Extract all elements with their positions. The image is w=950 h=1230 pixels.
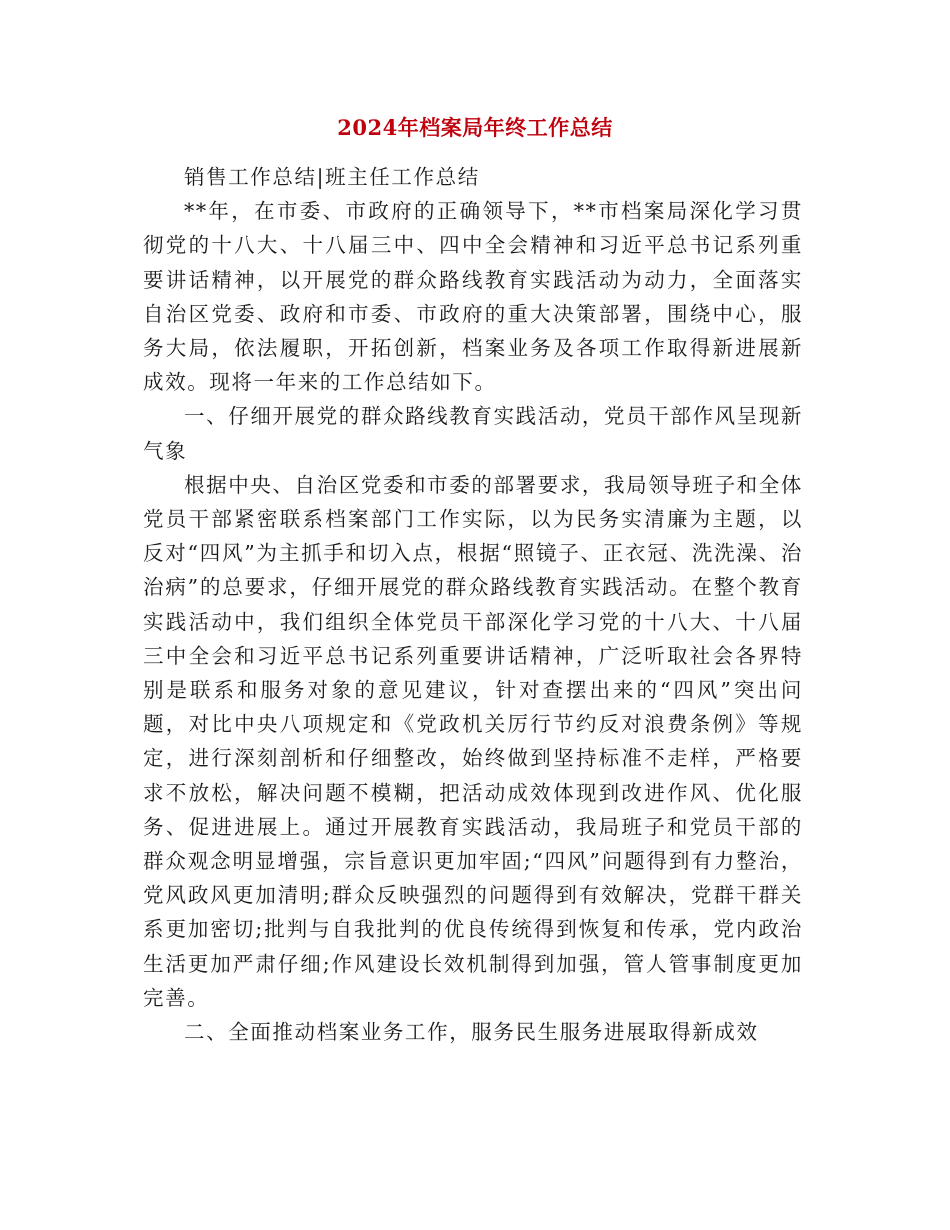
section-heading-two: 二、全面推动档案业务工作，服务民生服务进展取得新成效 <box>184 1020 759 1045</box>
paragraph-subtitle: 销售工作总结|班主任工作总结 <box>184 165 480 189</box>
paragraph-intro: **年，在市委、市政府的正确领导下，**市档案局深化学习贯彻党的十八大、十八届三中、四中全会精神和习近平总书记系列重要讲话精神，以开展党的群众路线教育实践活动为动力，全面落实自治区党委、政府和市委、市政府的重大决策部署，围绕中心，服务大局，依法履职，开拓创新，档案业务及各项工作取得新进展新成效。现将一年来的工作总结如下。 <box>143 199 803 395</box>
document-title: 2024年档案局年终工作总结 <box>337 115 613 140</box>
section-heading-one: 一、仔细开展党的群众路线教育实践活动，党员干部作风呈现新气象 <box>143 404 803 463</box>
paragraph-section-one: 根据中央、自治区党委和市委的部署要求，我局领导班子和全体党员干部紧密联系档案部门工作实际，以为民务实清廉为主题，以反对“四风”为主抓手和切入点，根据“照镜子、正衣冠、洗洗澡、治治病”的总要求，仔细开展党的群众路线教育实践活动。在整个教育实践活动中，我们组织全体党员干部深化学习党的十八大、十八届三中全会和习近平总书记系列重要讲话精神，广泛听取社会各界特别是联系和服务对象的意见建议，针对查摆出来的“四风”突出问题，对比中央八项规定和《党政机关厉行节约反对浪费条例》等规定，进行深刻剖析和仔细整改，始终做到坚持标准不走样，严格要求不放松，解决问题不模糊，把活动成效体现到改进作风、优化服务、促进进展上。通过开展教育实践活动，我局班子和党员干部的群众观念明显增强，宗旨意识更加牢固;“四风”问题得到有力整治，党风政风更加清明;群众反映强烈的问题得到有效解决，党群干群关系更加密切;批判与自我批判的优良传统得到恢复和传承，党内政治生活更加严肃仔细;作风建设长效机制得到加强，管人管事制度更加完善。 <box>143 472 803 1010</box>
document-body <box>143 160 803 1049</box>
